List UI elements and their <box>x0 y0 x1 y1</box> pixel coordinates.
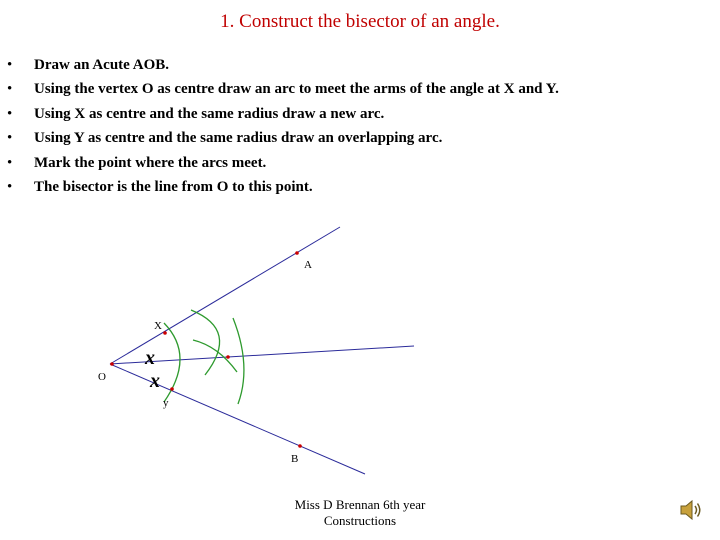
step-text: Using the vertex O as centre draw an arc to meet the arms of the angle at X and Y. <box>34 81 559 98</box>
bullet-dot: • <box>7 130 13 147</box>
cross-mark: x <box>145 347 155 369</box>
arm-oa-line <box>110 227 340 364</box>
bullet-dot: • <box>7 57 13 73</box>
speaker-icon[interactable] <box>678 497 704 523</box>
step-text: Using Y as centre and the same radius draw an overlapping arc. <box>34 130 443 147</box>
cross-mark: x <box>150 370 160 392</box>
step-text: Mark the point where the arcs meet. <box>34 154 267 171</box>
label-o: O <box>98 371 106 383</box>
point-x <box>163 331 167 335</box>
bullet-dot: • <box>7 154 13 171</box>
point-a <box>295 251 299 255</box>
bullet-dot: • <box>7 105 13 122</box>
arc-centre-x-left <box>193 340 237 372</box>
step-text: Draw an Acute AOB. <box>34 57 169 73</box>
bisector-line <box>110 346 414 364</box>
bullet-dot: • <box>7 81 13 98</box>
footer <box>250 497 470 529</box>
label-b: B <box>291 453 299 465</box>
point-o <box>110 362 114 366</box>
arc-centre-x <box>191 310 220 375</box>
label-x: X <box>154 320 162 332</box>
slide-title: 1. Construct the bisector of an angle. <box>220 11 500 32</box>
footer-topic: Constructions <box>323 513 397 528</box>
footer-author: Miss D Brennan 6th year <box>294 497 426 512</box>
step-text: Using X as centre and the same radius draw a new arc. <box>34 105 385 122</box>
point-b <box>298 444 302 448</box>
label-a: A <box>304 259 312 271</box>
arc-centre-y <box>233 318 244 404</box>
bullet-dot: • <box>7 178 13 195</box>
arm-ob-line <box>110 364 365 474</box>
step-text: The bisector is the line from O to this point. <box>34 178 313 195</box>
point-arcs-meet <box>226 355 230 359</box>
point-y <box>170 387 174 391</box>
label-y: y <box>163 397 169 409</box>
